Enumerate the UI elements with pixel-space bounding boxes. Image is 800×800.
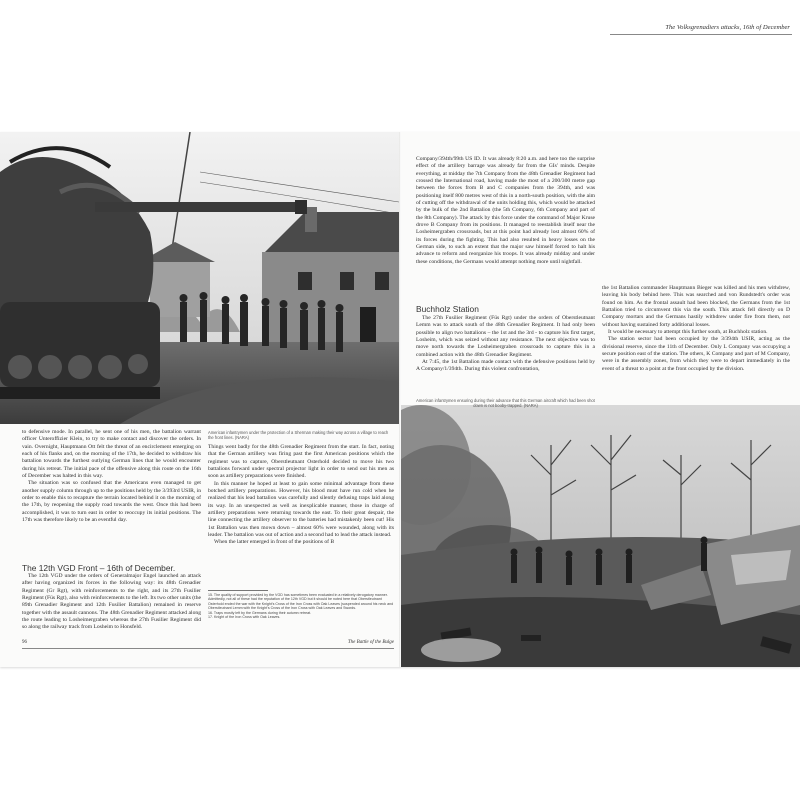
book-title: The Battle of the Bulge <box>347 640 394 645</box>
paragraph: The situation was so confused that the Americans even managed to get another supply column through up to the positions held by the 3/393rd USIR, in order to enable this to recapture the terrain located behind it on the morning of the 17th, by reopening the supply road towards the west. Once this had been accomplished, it was to turn east in order to reoccupy its initial positions. The 17th was therefore likely to be an eventful day. <box>22 480 201 524</box>
battle-photo-image <box>401 405 800 667</box>
paragraph: The 12th VGD under the orders of Generalmajor Engel launched an attack after having organized its forces in the following way: its 48th Grenadier Regiment (Gr Rgt), with reinforcements to the right, and its 27th Fusilier Regiment (Füs Rgt), also with reinforcements to the left. Its two other units (the 89th Grenadier Regiment and 12th Fusilier Battalion) remained in reserve together with the assault cannons. The 48th Grenadier Regiment attacked along the route leading to Losheimergraben whereas the 27th Fusilier Regiment did so along the railway track from Losheim to Honsfeld. <box>22 573 201 631</box>
tank-photo <box>0 132 399 424</box>
footnote: 17. Knight of the Iron Cross with Oak Leaves. <box>208 615 281 620</box>
paragraph: In this manner he hoped at least to gain some minimal advantage from these botched artillery preparations. However, his blood must have run cold when he realized that his lead battalion was carefully and silently defusing traps laid along its way. In an unexpected as well as inexplicable manner, those in charge of artillery preparations were returning towards the east. To their great despair, the line connecting the artillery observer to the batteries had mistakenly been cut! His 1st Battalion was then mown down – almost 60% were wounded, along with its leader. The battalion was out of action and a second had to lead the attack instead. <box>208 480 394 539</box>
middle-column-text <box>208 444 394 588</box>
footnotes <box>208 593 394 619</box>
paragraph: to defensive mode. In parallel, he sent one of his men, the battalion warrant officer Unteroffizier Klein, to try to make contact and discover the orders. In vain. Overnight, Hauptmann Ott felt the threat of an encirclement emerging on each of his flanks and, on the morning of the 17th, he decided to withdraw his battalion towards the furthest outlying German lines that he would encounter during his retreat. The initial pace of the offensive along this route on the 16th of December was halted in this way. <box>22 429 201 480</box>
paragraph: The 27th Fusilier Regiment (Füs Rgt) under the orders of Oberstleutnant Lemm was to attack south of the 48th Grenadier Regiment. It had only been possible to align two battalions – the 1st and the 3rd - to capture his first target, Losheim, which was seized without any resistance. The next objective was to move north towards the Losheimergraben crossroads to capture this in a combined action with the 48th Grenadier Regiment. <box>416 315 595 358</box>
tank-photo-image <box>0 132 399 424</box>
paragraph: Things went badly for the 48th Grenadier Regiment from the start. In fact, noting that the German artillery was firing past the first American positions which the regiment was to capture, Oberstleutnant Osterhold decided to move his two battalions forward under spectral projector light in order to send out his men as soon as artillery preparations were finished. <box>208 444 394 480</box>
paragraph: Company/394th/99th US ID. It was already 8:20 a.m. and here too the surprise effect of the artillery barrage was already far from the GIs' minds. Despite everything, at midday the 7th Company from the 48th Grenadier Regiment had crossed the International road, having made the most of a 200/300 metre gap between the forces from B and C companies from the 394th, and was positioning itself 800 metres west of this in a north-south position, with the aim of cutting off the withdrawal of the units holding this, which would be attacked by the bulk of the 2nd Battalion (the 5th Company, 6th Company and part of the 8th Company). The attack by this force under the command of Major Kruse drove B Company from its positions. It managed to reestablish itself near the Losheimergraben crossroads, but at this point had already lost almost 60% of its forces during the fighting. This had also resulted in heavy losses on the German side, to such an extent that the major saw himself forced to halt his advance to reform and reorganize his troops. It was already midday and under these conditions, the Germans would attempt nothing more until nightfall. <box>416 156 595 265</box>
footnote: 16. Traps mostly left by the Germans during their autumn retreat. <box>208 610 312 615</box>
paragraph: When the latter emerged in front of the positions of B <box>214 539 335 546</box>
right-upper-text <box>416 156 595 298</box>
right-second-column-text <box>602 285 790 405</box>
buchholz-text <box>416 315 595 401</box>
battle-photo <box>401 405 800 667</box>
footer-rule <box>22 648 394 649</box>
battle-photo-caption: American infantrymen ensuring during their advance that this German aircraft which had been shot down is not booby-trapped. (NARA) <box>416 398 595 409</box>
running-head-rule <box>610 34 792 35</box>
notes-rule <box>208 590 268 591</box>
tank-photo-caption: American infantrymen under the protection of a Sherman making their way across a village to reach the front lines. (NARA) <box>208 430 389 441</box>
section-heading-buchholz: Buchholz Station <box>416 304 479 314</box>
paragraph: the 1st Battalion commander Hauptmann Bieger was killed and his men withdrew, leaving his body behind here. This was searched and von Rundstedt's order was found on him. As the frontal assault had been blocked, the Germans from the 1st Battalion tried to circumvent this via the south. This attack fell directly on D Company mortars and the Germans hastily withdrew under fire from them, not without having sustained forty additional losses. <box>602 285 790 328</box>
section-heading-12vgd: The 12th VGD Front – 16th of December. <box>22 563 176 573</box>
page-number: 96 <box>22 640 27 645</box>
left-column-text <box>22 429 201 561</box>
paragraph: At 7:45, the 1st Battalion made contact with the defensive positions held by A Company/1/394th. During this violent confrontation, <box>416 359 595 373</box>
section-12vgd-text <box>22 573 201 639</box>
running-head: The Volksgrenadiers attacks, 16th of December <box>665 24 790 31</box>
footnote: 15. The quality of support provided by the VGD has sometimes been evaluated in a relatively derogatory manner. Admittedly, not all of these had the reputation of the 12th VGD but it should be noted here that Oberstleutnant Osterhold ended the war with the Knight's Cross of the Iron Cross with Oak Leaves (suspended around his neck and Oberstleutnant Lemm with the Knight's Cross of the Iron Cross with Oak Leaves and Swords. <box>208 593 394 611</box>
paragraph: The station sector had been occupied by the 3/394th USIR, acting as the divisional reserve, since the 11th of December. Only L Company was occupying a secure position east of the station. The others, K Company and part of M Company, were in the assembly zones, from which they were to depart immediately in the event of a threat to a point at the front occupied by the division. <box>602 336 790 372</box>
paragraph: It would be necessary to attempt this further south, at Buchholz station. <box>608 329 768 336</box>
